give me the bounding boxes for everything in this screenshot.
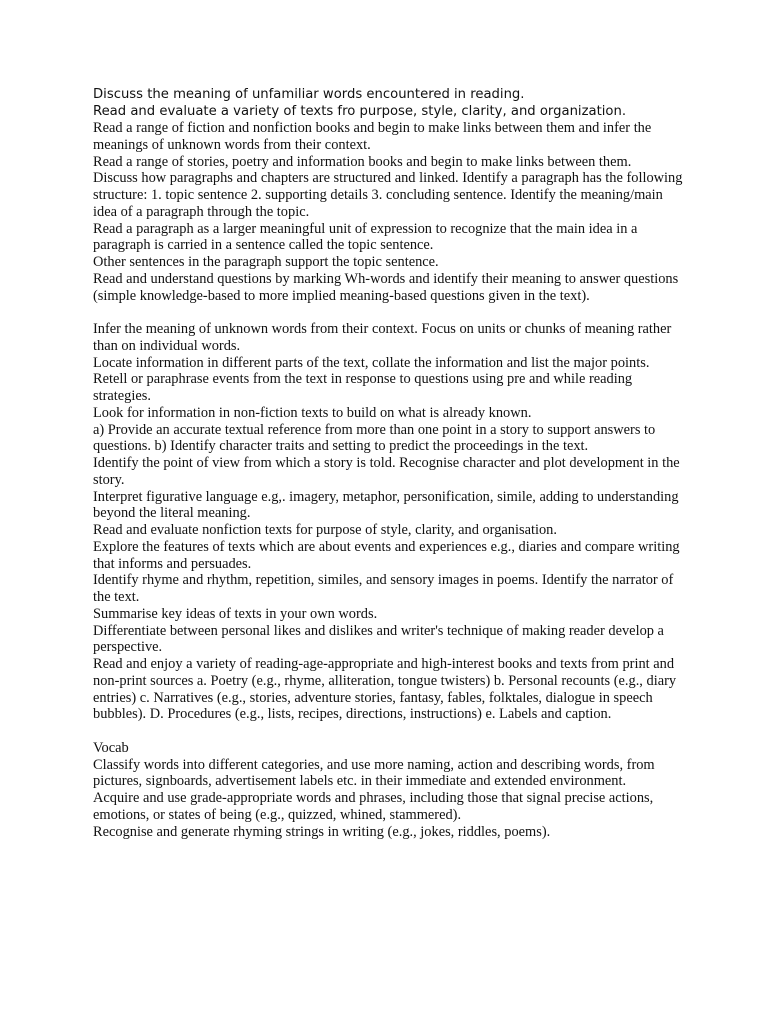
paragraph: Look for information in non-fiction texts to build on what is already known.: [93, 404, 532, 421]
paragraph: Recognise and generate rhyming strings in writing (e.g., jokes, riddles, poems).: [93, 823, 551, 840]
paragraph: Explore the features of texts which are about events and experiences e.g., diaries and compare writing that informs and persuades.: [93, 538, 680, 572]
paragraph: Other sentences in the paragraph support the topic sentence.: [93, 254, 439, 270]
paragraph: Read and enjoy a variety of reading-age-appropriate and high-interest books and texts from print and non-print sources a. Poetry (e.g., rhyme, alliteration, tongue twisters) b. Personal recounts (e.g., diary entries) c. Narratives (e.g., stories, adventure stories, fantasy, fables, folktales, dialogue in speech bubbles). D. Procedures (e.g., lists, recipes, directions, instructions) e. Labels and caption.: [93, 656, 677, 723]
paragraph: Read and evaluate nonfiction texts for purpose of style, clarity, and organisation.: [93, 522, 557, 538]
paragraph: Classify words into different categories, and use more naming, action and describing words, from pictures, signboards, advertisement labels etc. in their immediate and extended environment.: [93, 756, 655, 790]
paragraph: Read a range of stories, poetry and information books and begin to make links between them.: [93, 153, 632, 170]
paragraph: Acquire and use grade-appropriate words and phrases, including those that signal precise actions, emotions, or states of being (e.g., quizzed, whined, stammered).: [93, 790, 654, 823]
blank-line: [93, 304, 685, 321]
sans-line-1: Discuss the meaning of unfamiliar words encountered in reading.: [93, 87, 525, 102]
vocab-heading: Vocab: [93, 739, 129, 756]
paragraph: Read a range of fiction and nonfiction books and begin to make links between them and infer the meanings of unknown words from their context.: [93, 120, 652, 153]
blank-line: [93, 723, 685, 740]
paragraph: Retell or paraphrase events from the text in response to questions using pre and while reading strategies.: [93, 371, 633, 404]
paragraph: Read and understand questions by marking Wh-words and identify their meaning to answer questions (simple knowledge-based to more implied meaning-based questions given in the text).: [93, 270, 679, 304]
document-page: [93, 86, 685, 840]
paragraph: a) Provide an accurate textual reference from more than one point in a story to support answers to questions. b) Identify character traits and setting to predict the proceedings in the text.: [93, 421, 656, 455]
section-reading-skills: [93, 120, 685, 840]
paragraph: Differentiate between personal likes and dislikes and writer's technique of making reader develop a perspective.: [93, 622, 664, 656]
paragraph: Locate information in different parts of the text, collate the information and list the major points.: [93, 354, 650, 371]
paragraph: Summarise key ideas of texts in your own words.: [93, 605, 378, 622]
paragraph: Discuss how paragraphs and chapters are structured and linked. Identify a paragraph has the following structure: 1. topic sentence 2. supporting details 3. concluding sentence. Identify the meaning/main idea of a paragraph through the topic.: [93, 170, 683, 220]
paragraph: Interpret figurative language e.g,. imagery, metaphor, personification, simile, adding to understanding beyond the literal meaning.: [93, 488, 679, 522]
paragraph: Identify the point of view from which a story is told. Recognise character and plot development in the story.: [93, 455, 680, 488]
sans-line-2: Read and evaluate a variety of texts fro purpose, style, clarity, and organization.: [93, 104, 627, 119]
paragraph: Identify rhyme and rhythm, repetition, similes, and sensory images in poems. Identify the narrator of the text.: [93, 572, 674, 605]
paragraph: Infer the meaning of unknown words from their context. Focus on units or chunks of meaning rather than on individual words.: [93, 321, 672, 354]
paragraph: Read a paragraph as a larger meaningful unit of expression to recognize that the main idea in a paragraph is carried in a sentence called the topic sentence.: [93, 220, 638, 254]
